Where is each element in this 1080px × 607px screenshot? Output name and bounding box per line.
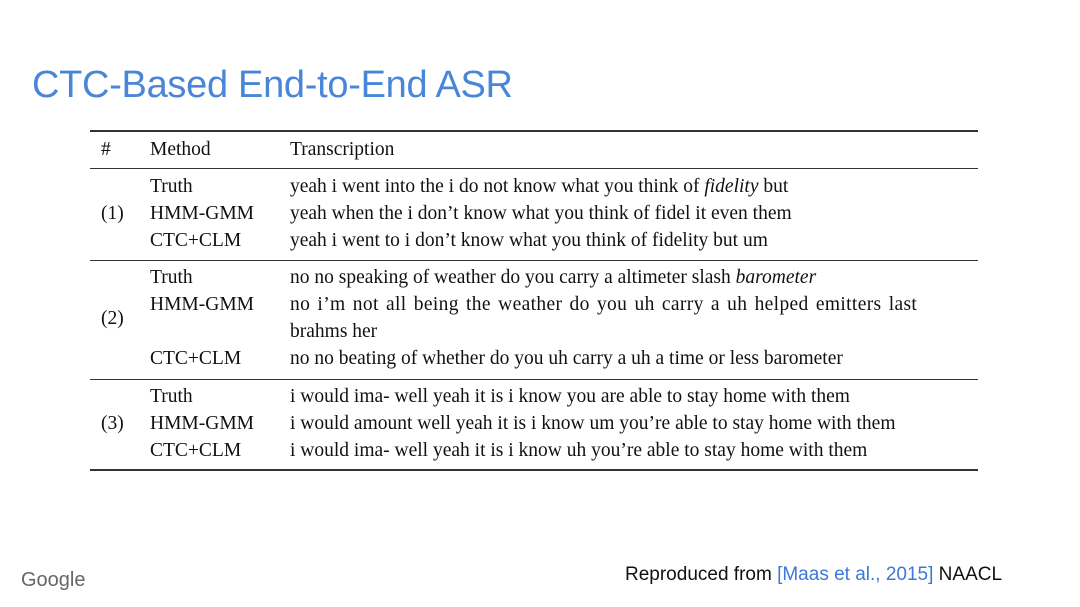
transcription-cell — [290, 230, 768, 252]
slide-title: CTC-Based End-to-End ASR — [32, 64, 513, 106]
group-number: (3) — [101, 413, 124, 434]
credit-suffix: NAACL — [933, 564, 1003, 585]
transcription-cell — [290, 176, 788, 198]
method-cell: HMM-GMM — [150, 203, 255, 224]
transcription-text: yeah i went into the i do not know what you think of — [290, 176, 705, 197]
transcription-text: no i’m not all being the weather do you uh carry a uh helped emitters last — [290, 294, 918, 315]
transcription-cell — [290, 203, 792, 225]
transcription-text: yeah when the i don’t know what you think of fidel it even them — [290, 203, 792, 224]
transcription-tail: but — [758, 176, 789, 197]
header-transcription: Transcription — [290, 139, 395, 160]
method-cell: CTC+CLM — [150, 230, 242, 251]
transcription-text: no no speaking of weather do you carry a altimeter slash — [290, 267, 736, 288]
transcription-cell — [290, 267, 816, 289]
header-number: # — [101, 139, 111, 160]
transcription-cell — [290, 440, 867, 462]
transcription-text: i would amount well yeah it is i know um you’re able to stay home with them — [290, 413, 896, 434]
table-bottom-rule — [90, 469, 978, 471]
method-cell: Truth — [150, 386, 193, 407]
group-number: (1) — [101, 203, 124, 224]
transcription-cell — [290, 413, 895, 435]
emphasized-word: barometer — [735, 267, 817, 288]
emphasized-word: fidelity — [704, 176, 759, 197]
credit-prefix: Reproduced from — [625, 564, 778, 585]
header-rule — [90, 168, 978, 169]
transcription-cell — [290, 348, 843, 370]
citation-link[interactable]: [Maas et al., 2015] — [777, 564, 934, 585]
transcription-text: i would ima- well yeah it is i know you are able to stay home with them — [290, 386, 850, 407]
method-cell: Truth — [150, 267, 193, 288]
google-logo: Google — [21, 569, 86, 591]
transcription-cell — [290, 294, 917, 316]
group-divider — [90, 260, 978, 261]
transcription-cell — [290, 386, 850, 408]
method-cell: HMM-GMM — [150, 294, 255, 315]
method-cell: HMM-GMM — [150, 413, 255, 434]
method-cell: Truth — [150, 176, 193, 197]
transcription-text: i would ima- well yeah it is i know uh you’re able to stay home with them — [290, 440, 868, 461]
group-number: (2) — [101, 307, 124, 329]
method-cell: CTC+CLM — [150, 440, 242, 461]
credit-line — [625, 564, 1002, 586]
method-cell: CTC+CLM — [150, 348, 242, 369]
header-method: Method — [150, 139, 211, 160]
table-top-rule — [90, 130, 978, 132]
transcription-text: yeah i went to i don’t know what you think of fidelity but um — [290, 230, 768, 251]
transcription-continuation: brahms her — [290, 321, 378, 342]
transcription-text: no no beating of whether do you uh carry a uh a time or less barometer — [290, 348, 843, 369]
group-divider — [90, 379, 978, 380]
